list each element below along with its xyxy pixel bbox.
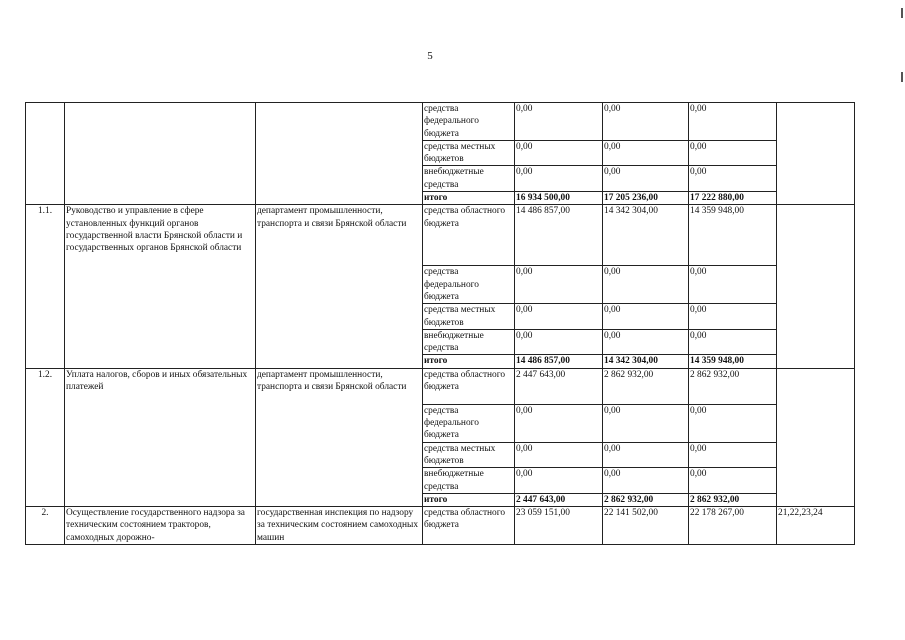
item-executor: [256, 103, 423, 205]
table-row: [26, 103, 855, 141]
item-number: 2.: [26, 507, 65, 545]
value-year-3: 0,00: [689, 304, 777, 330]
funding-source: средства местных бюджетов: [423, 442, 515, 468]
funding-source: внебюджетные средства: [423, 468, 515, 494]
item-number: 1.1.: [26, 205, 65, 368]
value-year-3: 0,00: [689, 468, 777, 494]
value-year-2: 0,00: [603, 468, 689, 494]
value-year-1: 14 486 857,00: [515, 355, 603, 368]
funding-source: средства федерального бюджета: [423, 266, 515, 304]
value-year-1: 14 486 857,00: [515, 205, 603, 266]
value-year-1: 0,00: [515, 140, 603, 166]
funding-source: внебюджетные средства: [423, 166, 515, 192]
value-year-1: 0,00: [515, 103, 603, 141]
funding-source: средства областного бюджета: [423, 205, 515, 266]
value-year-2: 17 205 236,00: [603, 192, 689, 205]
table-row: [26, 205, 855, 266]
value-year-3: 14 359 948,00: [689, 355, 777, 368]
value-year-3: 0,00: [689, 329, 777, 355]
value-year-3: 17 222 880,00: [689, 192, 777, 205]
value-year-3: 2 862 932,00: [689, 368, 777, 404]
indicator-codes: [777, 103, 855, 205]
value-year-1: 16 934 500,00: [515, 192, 603, 205]
item-name: Руководство и управление в сфере установленных функций органов государственной власти Брянской области и государственных органов Брянской области: [65, 205, 256, 368]
value-year-1: 2 447 643,00: [515, 493, 603, 506]
value-year-1: 0,00: [515, 404, 603, 442]
value-year-3: 2 862 932,00: [689, 493, 777, 506]
item-executor: государственная инспекция по надзору за техническим состоянием самоходных машин: [256, 507, 423, 545]
scan-edge-mark: [901, 8, 903, 18]
table-row: [26, 507, 855, 545]
indicator-codes: [777, 368, 855, 506]
funding-source: итого: [423, 192, 515, 205]
value-year-2: 22 141 502,00: [603, 507, 689, 545]
value-year-2: 0,00: [603, 266, 689, 304]
funding-source: средства областного бюджета: [423, 368, 515, 404]
value-year-1: 0,00: [515, 468, 603, 494]
indicator-codes: 21,22,23,24: [777, 507, 855, 545]
value-year-2: 0,00: [603, 140, 689, 166]
item-name: [65, 103, 256, 205]
value-year-2: 0,00: [603, 442, 689, 468]
value-year-1: 0,00: [515, 442, 603, 468]
funding-source: средства федерального бюджета: [423, 404, 515, 442]
value-year-1: 0,00: [515, 266, 603, 304]
value-year-3: 0,00: [689, 166, 777, 192]
funding-source: итого: [423, 493, 515, 506]
value-year-3: 14 359 948,00: [689, 205, 777, 266]
value-year-1: 0,00: [515, 304, 603, 330]
value-year-2: 2 862 932,00: [603, 493, 689, 506]
value-year-2: 0,00: [603, 404, 689, 442]
item-number: [26, 103, 65, 205]
value-year-3: 0,00: [689, 404, 777, 442]
value-year-1: 23 059 151,00: [515, 507, 603, 545]
value-year-3: 0,00: [689, 266, 777, 304]
value-year-2: 14 342 304,00: [603, 355, 689, 368]
item-name: Уплата налогов, сборов и иных обязательных платежей: [65, 368, 256, 506]
value-year-2: 14 342 304,00: [603, 205, 689, 266]
funding-source: средства федерального бюджета: [423, 103, 515, 141]
value-year-3: 0,00: [689, 140, 777, 166]
funding-source: средства местных бюджетов: [423, 304, 515, 330]
page-number: 5: [427, 50, 433, 62]
item-executor: департамент промышленности, транспорта и связи Брянской области: [256, 205, 423, 368]
funding-source: средства местных бюджетов: [423, 140, 515, 166]
item-name: Осуществление государственного надзора за техническим состоянием тракторов, самоходных дорожно-: [65, 507, 256, 545]
value-year-2: 0,00: [603, 329, 689, 355]
item-executor: департамент промышленности, транспорта и связи Брянской области: [256, 368, 423, 506]
value-year-3: 0,00: [689, 442, 777, 468]
value-year-2: 0,00: [603, 103, 689, 141]
budget-table: [25, 102, 855, 545]
value-year-1: 2 447 643,00: [515, 368, 603, 404]
value-year-1: 0,00: [515, 166, 603, 192]
value-year-1: 0,00: [515, 329, 603, 355]
value-year-3: 0,00: [689, 103, 777, 141]
item-number: 1.2.: [26, 368, 65, 506]
table-row: [26, 368, 855, 404]
funding-source: средства областного бюджета: [423, 507, 515, 545]
scan-edge-mark: [901, 72, 903, 82]
value-year-2: 2 862 932,00: [603, 368, 689, 404]
funding-source: внебюджетные средства: [423, 329, 515, 355]
value-year-2: 0,00: [603, 166, 689, 192]
value-year-2: 0,00: [603, 304, 689, 330]
funding-source: итого: [423, 355, 515, 368]
value-year-3: 22 178 267,00: [689, 507, 777, 545]
indicator-codes: [777, 205, 855, 368]
